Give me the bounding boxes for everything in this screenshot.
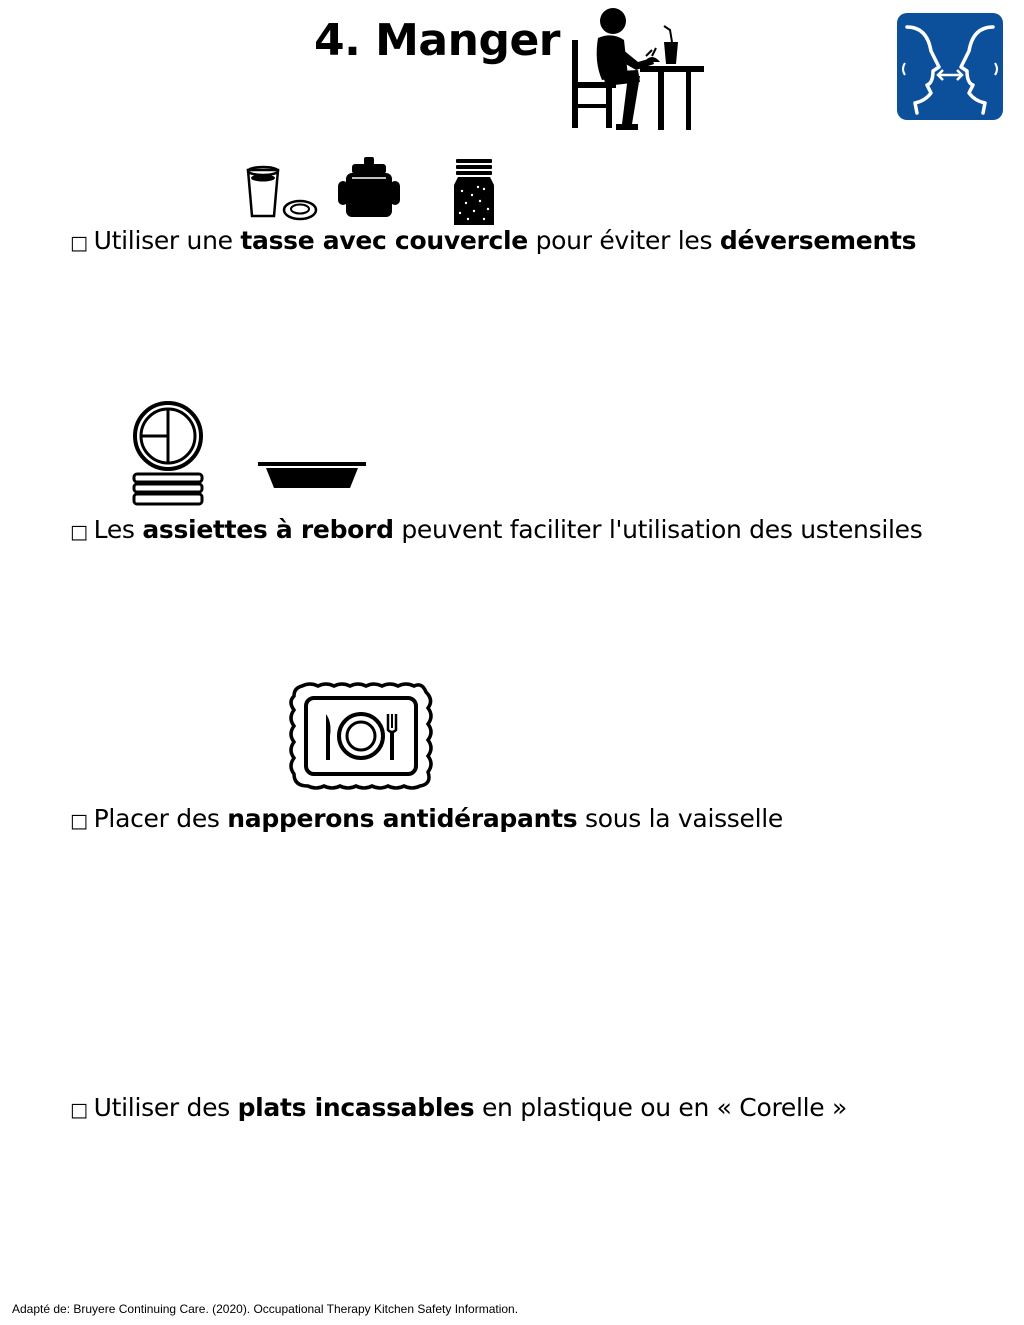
checkbox[interactable]: □: [70, 810, 88, 832]
cup-with-lid-icon: [244, 164, 320, 224]
person-eating-at-table-icon: [566, 6, 706, 134]
divided-plate-icon: [130, 400, 206, 508]
two-faces-communication-icon: [897, 13, 1003, 120]
page-title: 4. Manger: [314, 15, 560, 66]
list-item: □ Utiliser des plats incassables en plastique ou en « Corelle »: [70, 1093, 847, 1122]
lipped-bowl-icon: [256, 460, 368, 492]
footer-citation: Adapté de: Bruyere Continuing Care. (2020). Occupational Therapy Kitchen Safety Information.: [12, 1302, 519, 1316]
list-item: □ Les assiettes à rebord peuvent faciliter l'utilisation des ustensiles: [70, 515, 923, 544]
checkbox[interactable]: □: [70, 521, 88, 543]
jar-icon: [450, 157, 498, 229]
placemat-icon: [288, 682, 434, 790]
list-item: □ Utiliser une tasse avec couvercle pour éviter les déversements: [70, 226, 917, 255]
checkbox[interactable]: □: [70, 232, 88, 254]
list-item: □ Placer des napperons antidérapants sous la vaisselle: [70, 804, 783, 833]
checkbox[interactable]: □: [70, 1099, 88, 1121]
sippy-cup-icon: [336, 155, 402, 221]
